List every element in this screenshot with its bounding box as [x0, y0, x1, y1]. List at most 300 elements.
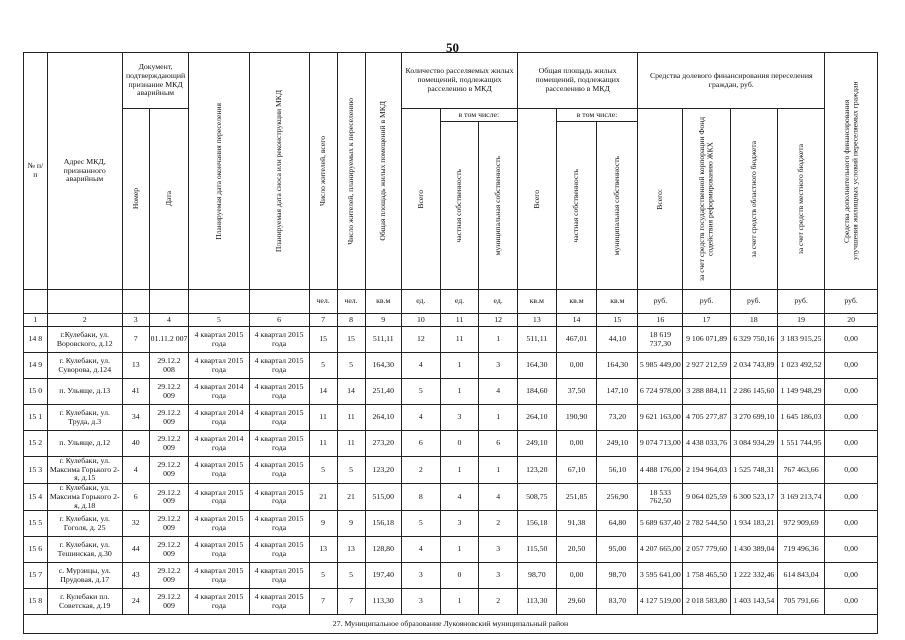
table-cell: 2 194 964,03 — [683, 457, 730, 484]
table-cell: 20,50 — [556, 537, 597, 563]
table-cell: 1 — [440, 379, 479, 405]
header-rooms-total: Всего — [402, 109, 441, 290]
table-cell: 15 3 — [24, 457, 48, 484]
table-cell: 5 — [402, 511, 441, 537]
table-cell: 113,30 — [518, 589, 557, 615]
table-cell: 3 270 699,10 — [730, 405, 777, 431]
table-row — [24, 511, 878, 537]
table-cell: 14 8 — [24, 327, 48, 353]
column-number: 11 — [440, 314, 479, 327]
table-cell: 9 — [309, 511, 337, 537]
header-num: № п/ п — [24, 53, 48, 290]
address-cell: г. Кулебаки, ул. Труда, д.3 — [47, 405, 122, 431]
table-cell: 2 286 145,60 — [730, 379, 777, 405]
column-number: 20 — [825, 314, 878, 327]
table-cell: 4 квартал 2015 года — [189, 589, 249, 615]
address-cell: г. Кулебаки, ул. Максима Горького 2-я, д.18 — [47, 484, 122, 511]
table-cell: 9 — [337, 511, 365, 537]
header-rooms-private: частная собственность — [440, 122, 479, 290]
table-cell: 3 — [402, 589, 441, 615]
table-cell: 0,00 — [825, 327, 878, 353]
table-cell: 128,80 — [365, 537, 402, 563]
header-residents-planned: Число жителей, планируемых к переселению — [337, 53, 365, 290]
header-rooms-in-that: в том числе: — [440, 109, 517, 122]
header-document: Документ, подтверждающий признание МКД аварийным — [122, 53, 189, 109]
table-cell: 7 — [122, 327, 149, 353]
unit-cell: кв.м — [365, 290, 402, 314]
column-number: 12 — [479, 314, 518, 327]
header-funding-group: Средства долевого финансирования переселения граждан, руб. — [638, 53, 825, 109]
table-cell: 0 — [440, 563, 479, 589]
unit-cell: чел. — [337, 290, 365, 314]
page-number: 50 — [446, 40, 459, 55]
table-cell: 264,10 — [365, 405, 402, 431]
table-cell: 3 — [479, 563, 518, 589]
table-cell: 5 — [337, 563, 365, 589]
table-cell: 6 329 750,16 — [730, 327, 777, 353]
table-row — [24, 457, 878, 484]
header-additional-funds: Средства дополнительного финансирования улучшения жилищных условий переселяемых граждан — [825, 53, 878, 290]
table-cell: 11 — [337, 431, 365, 457]
table-cell: 95,00 — [597, 537, 638, 563]
header-area-group: Общая площадь жилых помещений, подлежащих расселению в МКД — [518, 53, 638, 109]
table-cell: 14 9 — [24, 353, 48, 379]
header-funds-total: Всего: — [638, 109, 683, 290]
column-number: 4 — [149, 314, 189, 327]
table-row — [24, 589, 878, 615]
table-cell: 4 квартал 2015 года — [189, 353, 249, 379]
table-cell: 1 934 183,21 — [730, 511, 777, 537]
table-cell: 15 6 — [24, 537, 48, 563]
table-cell: 15 7 — [24, 563, 48, 589]
table-cell: 1 645 186,03 — [777, 405, 824, 431]
header-row-1 — [24, 53, 878, 109]
table-cell: 123,20 — [518, 457, 557, 484]
table-cell: 11 — [309, 431, 337, 457]
table-cell: 43 — [122, 563, 149, 589]
table-cell: 9 064 025,59 — [683, 484, 730, 511]
table-cell: 0,00 — [825, 405, 878, 431]
table-cell: 1 525 748,31 — [730, 457, 777, 484]
table-cell: 9 074 713,00 — [638, 431, 683, 457]
table-cell: 15 1 — [24, 405, 48, 431]
table-cell: 9 106 071,89 — [683, 327, 730, 353]
column-number: 16 — [638, 314, 683, 327]
table-cell: 5 — [309, 457, 337, 484]
column-number: 7 — [309, 314, 337, 327]
table-cell: 4 — [440, 484, 479, 511]
address-cell: г. Кулебаки, ул. Тешинская, д.30 — [47, 537, 122, 563]
table-cell: 4 квартал 2014 года — [189, 405, 249, 431]
table-cell: 1 — [440, 353, 479, 379]
table-cell: 29.12.2 008 — [149, 353, 189, 379]
table-cell: 4 квартал 2015 года — [249, 431, 309, 457]
table-cell: 29.12.2 009 — [149, 537, 189, 563]
table-cell: 18 533 762,50 — [638, 484, 683, 511]
table-cell: 156,18 — [518, 511, 557, 537]
table-cell: 1 — [479, 405, 518, 431]
column-number: 14 — [556, 314, 597, 327]
table-cell: 29.12.2 009 — [149, 589, 189, 615]
address-cell: г. Кулебаки, ул. Суворова, д.124 — [47, 353, 122, 379]
table-cell: 98,70 — [518, 563, 557, 589]
table-cell: 0,00 — [825, 511, 878, 537]
unit-cell: руб. — [638, 290, 683, 314]
header-area-in-that: в том числе: — [556, 109, 638, 122]
header-area-municipal: муниципальная собственность — [597, 122, 638, 290]
units-row — [24, 290, 878, 314]
header-regional: за счет средств областного бюджета — [730, 109, 777, 290]
table-cell: 705 791,66 — [777, 589, 824, 615]
table-cell: 3 084 934,29 — [730, 431, 777, 457]
table-cell: 15 8 — [24, 589, 48, 615]
table-cell: 0 — [440, 431, 479, 457]
table-cell: 15 — [309, 327, 337, 353]
table-cell: 1 — [479, 327, 518, 353]
table-cell: 91,38 — [556, 511, 597, 537]
table-cell: 2 782 544,50 — [683, 511, 730, 537]
table-cell: 14 — [309, 379, 337, 405]
table-cell: 2 — [402, 457, 441, 484]
column-number: 5 — [189, 314, 249, 327]
table-cell: 11 — [337, 405, 365, 431]
table-cell: 0,00 — [825, 563, 878, 589]
table-cell: 0,00 — [825, 353, 878, 379]
table-cell: 511,11 — [518, 327, 557, 353]
table-cell: 1 — [479, 457, 518, 484]
table-cell: 2 — [479, 511, 518, 537]
column-number: 3 — [122, 314, 149, 327]
table-cell: 15 — [337, 327, 365, 353]
table-cell: 21 — [309, 484, 337, 511]
table-cell: 98,70 — [597, 563, 638, 589]
table-cell: 11 — [309, 405, 337, 431]
table-cell: 115,50 — [518, 537, 557, 563]
table-cell: 2 057 779,60 — [683, 537, 730, 563]
municipality-caption: 27. Муниципальное образование Лукояновский муниципальный район — [24, 615, 878, 634]
table-cell: 15 0 — [24, 379, 48, 405]
table-cell: 29.12.2 009 — [149, 457, 189, 484]
table-cell: 0,00 — [556, 353, 597, 379]
header-doc-date: Дата — [149, 109, 189, 290]
resettlement-table — [23, 52, 878, 634]
header-address: Адрес МКД, признанного аварийным — [47, 53, 122, 290]
table-cell: 8 — [402, 484, 441, 511]
table-cell: 34 — [122, 405, 149, 431]
table-cell: 67,10 — [556, 457, 597, 484]
table-cell: 32 — [122, 511, 149, 537]
header-planned-demolition: Планируемая дата сноса или реконструкции МКД — [249, 53, 309, 290]
table-cell: 14 — [337, 379, 365, 405]
table-row — [24, 353, 878, 379]
table-cell: 18 619 737,30 — [638, 327, 683, 353]
table-cell: 147,10 — [597, 379, 638, 405]
table-cell: 164,30 — [365, 353, 402, 379]
header-planned-end: Планируемая дата окончания переселения — [189, 53, 249, 290]
address-cell: г. Кулебаки пл. Советская, д.19 — [47, 589, 122, 615]
table-cell: 197,40 — [365, 563, 402, 589]
table-cell: 4 квартал 2015 года — [189, 537, 249, 563]
table-cell: 4 — [122, 457, 149, 484]
table-cell: 1 403 143,54 — [730, 589, 777, 615]
table-cell: 2 — [479, 589, 518, 615]
table-cell: 4 квартал 2015 года — [249, 379, 309, 405]
table-cell: 6 — [122, 484, 149, 511]
table-cell: 41 — [122, 379, 149, 405]
table-cell: 164,30 — [518, 353, 557, 379]
table-cell: 251,40 — [365, 379, 402, 405]
table-cell: 01.11.2 007 — [149, 327, 189, 353]
table-cell: 0,00 — [825, 589, 878, 615]
caption-row — [24, 615, 878, 634]
table-cell: 123,20 — [365, 457, 402, 484]
table-cell: 4 — [402, 537, 441, 563]
column-number: 10 — [402, 314, 441, 327]
column-numbers-row — [24, 314, 878, 327]
table-cell: 1 551 744,95 — [777, 431, 824, 457]
table-cell: 6 724 978,00 — [638, 379, 683, 405]
table-cell: 3 169 213,74 — [777, 484, 824, 511]
header-row-2 — [24, 109, 878, 122]
table-cell: 113,30 — [365, 589, 402, 615]
table-body — [24, 327, 878, 615]
table-cell: 44,10 — [597, 327, 638, 353]
table-cell: 3 288 884,11 — [683, 379, 730, 405]
header-area-total: Всего — [518, 109, 557, 290]
address-cell: п. Ульяще, д.13 — [47, 379, 122, 405]
table-cell: 264,10 — [518, 405, 557, 431]
table-cell: 5 — [309, 563, 337, 589]
table-cell: 4 квартал 2014 года — [189, 431, 249, 457]
table-cell: 4 438 033,76 — [683, 431, 730, 457]
column-number: 6 — [249, 314, 309, 327]
table-cell: 13 — [337, 537, 365, 563]
unit-cell: руб. — [683, 290, 730, 314]
table-cell: 15 5 — [24, 511, 48, 537]
table-cell: 4 квартал 2015 года — [189, 327, 249, 353]
table-row — [24, 537, 878, 563]
table-cell: 511,11 — [365, 327, 402, 353]
table-cell: 1 222 332,46 — [730, 563, 777, 589]
table-cell: 4 квартал 2015 года — [249, 511, 309, 537]
table-cell: 4 127 519,00 — [638, 589, 683, 615]
address-cell: с. Мурзицы, ул. Прудовая, д.17 — [47, 563, 122, 589]
table-cell: 156,18 — [365, 511, 402, 537]
column-number: 19 — [777, 314, 824, 327]
header-fund-corp: за счет средств государственной корпорации Фонд содействия реформированию ЖКХ — [683, 109, 730, 290]
column-number: 9 — [365, 314, 402, 327]
header-rooms-municipal: муниципальная собственность — [479, 122, 518, 290]
table-cell: 2 018 583,80 — [683, 589, 730, 615]
header-rooms-group: Количество расселяемых жилых помещений, подлежащих расселению в МКД — [402, 53, 518, 109]
table-cell: 1 149 948,29 — [777, 379, 824, 405]
table-row — [24, 563, 878, 589]
header-doc-number: Номер — [122, 109, 149, 290]
table-cell: 9 621 163,00 — [638, 405, 683, 431]
table-cell: 13 — [309, 537, 337, 563]
table-cell: 12 — [402, 327, 441, 353]
table-cell: 13 — [122, 353, 149, 379]
unit-cell: руб. — [825, 290, 878, 314]
table-cell: 56,10 — [597, 457, 638, 484]
table-cell: 5 — [337, 353, 365, 379]
table-row — [24, 405, 878, 431]
table-cell: 4 квартал 2014 года — [189, 379, 249, 405]
unit-cell: чел. — [309, 290, 337, 314]
table-cell: 4 — [402, 353, 441, 379]
column-number: 1 — [24, 314, 48, 327]
table-cell: 190,90 — [556, 405, 597, 431]
table-cell: 4 квартал 2015 года — [189, 563, 249, 589]
unit-cell: ед. — [402, 290, 441, 314]
table-cell: 5 — [337, 457, 365, 484]
table-cell: 6 300 523,17 — [730, 484, 777, 511]
column-number: 17 — [683, 314, 730, 327]
table-cell: 508,75 — [518, 484, 557, 511]
table-cell: 6 — [402, 431, 441, 457]
table-cell: 0,00 — [825, 537, 878, 563]
unit-cell: ед. — [479, 290, 518, 314]
table-cell: 5 689 637,40 — [638, 511, 683, 537]
table-cell: 29.12.2 009 — [149, 379, 189, 405]
table-cell: 64,80 — [597, 511, 638, 537]
table-cell: 15 4 — [24, 484, 48, 511]
header-area-private: частная собственность — [556, 122, 597, 290]
unit-cell: руб. — [777, 290, 824, 314]
table-cell: 4 207 665,00 — [638, 537, 683, 563]
table-cell: 3 183 915,25 — [777, 327, 824, 353]
header-residents-total: Число жителей, всего — [309, 53, 337, 290]
table-cell: 29.12.2 009 — [149, 431, 189, 457]
table-cell: 0,00 — [825, 431, 878, 457]
table-cell: 3 595 641,00 — [638, 563, 683, 589]
unit-cell: руб. — [730, 290, 777, 314]
table-cell: 29.12.2 009 — [149, 511, 189, 537]
column-number: 13 — [518, 314, 557, 327]
table-cell: 5 985 449,00 — [638, 353, 683, 379]
table-cell: 5 — [402, 379, 441, 405]
table-cell: 44 — [122, 537, 149, 563]
table-cell: 1 430 389,04 — [730, 537, 777, 563]
address-cell: п. Ульяще, д.12 — [47, 431, 122, 457]
table-cell: 4 — [402, 405, 441, 431]
table-cell: 256,90 — [597, 484, 638, 511]
table-cell: 4 — [479, 379, 518, 405]
table-cell: 0,00 — [825, 484, 878, 511]
table-cell: 4 квартал 2015 года — [249, 537, 309, 563]
table-cell: 1 — [440, 457, 479, 484]
table-row — [24, 379, 878, 405]
table-cell: 37,50 — [556, 379, 597, 405]
table-cell: 0,00 — [556, 563, 597, 589]
table-cell: 83,70 — [597, 589, 638, 615]
table-cell: 21 — [337, 484, 365, 511]
table-cell: 29.12.2 009 — [149, 563, 189, 589]
table-cell: 3 — [440, 405, 479, 431]
table-cell: 2 034 743,89 — [730, 353, 777, 379]
unit-cell: кв.м — [556, 290, 597, 314]
table-cell: 4 квартал 2015 года — [189, 457, 249, 484]
unit-cell: кв.м — [518, 290, 557, 314]
table-cell: 515,00 — [365, 484, 402, 511]
table-cell: 29.12.2 009 — [149, 405, 189, 431]
table-cell: 5 — [309, 353, 337, 379]
table-cell: 251,85 — [556, 484, 597, 511]
unit-cell: кв.м — [597, 290, 638, 314]
table-cell: 249,10 — [597, 431, 638, 457]
address-cell: г.Кулебаки, ул. Воровского, д.12 — [47, 327, 122, 353]
table-cell: 1 758 465,50 — [683, 563, 730, 589]
table-cell: 0,00 — [556, 431, 597, 457]
table-cell: 0,00 — [825, 379, 878, 405]
table-cell: 184,60 — [518, 379, 557, 405]
table-cell: 4 488 176,00 — [638, 457, 683, 484]
table-cell: 4 квартал 2015 года — [249, 563, 309, 589]
table-cell: 767 463,66 — [777, 457, 824, 484]
table-cell: 4 705 277,87 — [683, 405, 730, 431]
table-cell: 6 — [479, 431, 518, 457]
table-cell: 4 квартал 2015 года — [189, 484, 249, 511]
table-cell: 29.12.2 009 — [149, 484, 189, 511]
table-cell: 24 — [122, 589, 149, 615]
table-cell: 719 496,36 — [777, 537, 824, 563]
header-local: за счет средств местного бюджета — [777, 109, 824, 290]
table-cell: 0,00 — [825, 457, 878, 484]
table-row — [24, 327, 878, 353]
table-cell: 11 — [440, 327, 479, 353]
table-cell: 4 квартал 2015 года — [249, 327, 309, 353]
column-number: 15 — [597, 314, 638, 327]
table-cell: 40 — [122, 431, 149, 457]
table-row — [24, 431, 878, 457]
table-cell: 4 квартал 2015 года — [249, 589, 309, 615]
column-number: 2 — [47, 314, 122, 327]
table-cell: 3 — [479, 537, 518, 563]
table-cell: 273,20 — [365, 431, 402, 457]
table-cell: 3 — [440, 511, 479, 537]
table-cell: 15 2 — [24, 431, 48, 457]
table-cell: 3 — [479, 353, 518, 379]
column-number: 18 — [730, 314, 777, 327]
table-cell: 7 — [309, 589, 337, 615]
unit-cell: ед. — [440, 290, 479, 314]
column-number: 8 — [337, 314, 365, 327]
table-cell: 1 023 492,52 — [777, 353, 824, 379]
table-cell: 4 квартал 2015 года — [249, 353, 309, 379]
table-cell: 467,01 — [556, 327, 597, 353]
table-cell: 4 квартал 2015 года — [249, 405, 309, 431]
table-cell: 1 — [440, 537, 479, 563]
table-cell: 7 — [337, 589, 365, 615]
header-total-area: Общая площадь жилых помещений в МКД — [365, 53, 402, 290]
table-row — [24, 484, 878, 511]
address-cell: г. Кулебаки, ул. Гоголя, д. 25 — [47, 511, 122, 537]
table-cell: 164,30 — [597, 353, 638, 379]
address-cell: г. Кулебаки, ул. Максима Горького 2-я, д.15 — [47, 457, 122, 484]
table-cell: 614 843,04 — [777, 563, 824, 589]
table-cell: 4 квартал 2015 года — [249, 457, 309, 484]
table-cell: 73,20 — [597, 405, 638, 431]
table-cell: 4 квартал 2015 года — [189, 511, 249, 537]
table-cell: 29,60 — [556, 589, 597, 615]
table-cell: 3 — [402, 563, 441, 589]
table-cell: 4 — [479, 484, 518, 511]
table-cell: 972 909,69 — [777, 511, 824, 537]
table-cell: 4 квартал 2015 года — [249, 484, 309, 511]
table-cell: 249,10 — [518, 431, 557, 457]
table-cell: 2 927 212,59 — [683, 353, 730, 379]
table-cell: 1 — [440, 589, 479, 615]
